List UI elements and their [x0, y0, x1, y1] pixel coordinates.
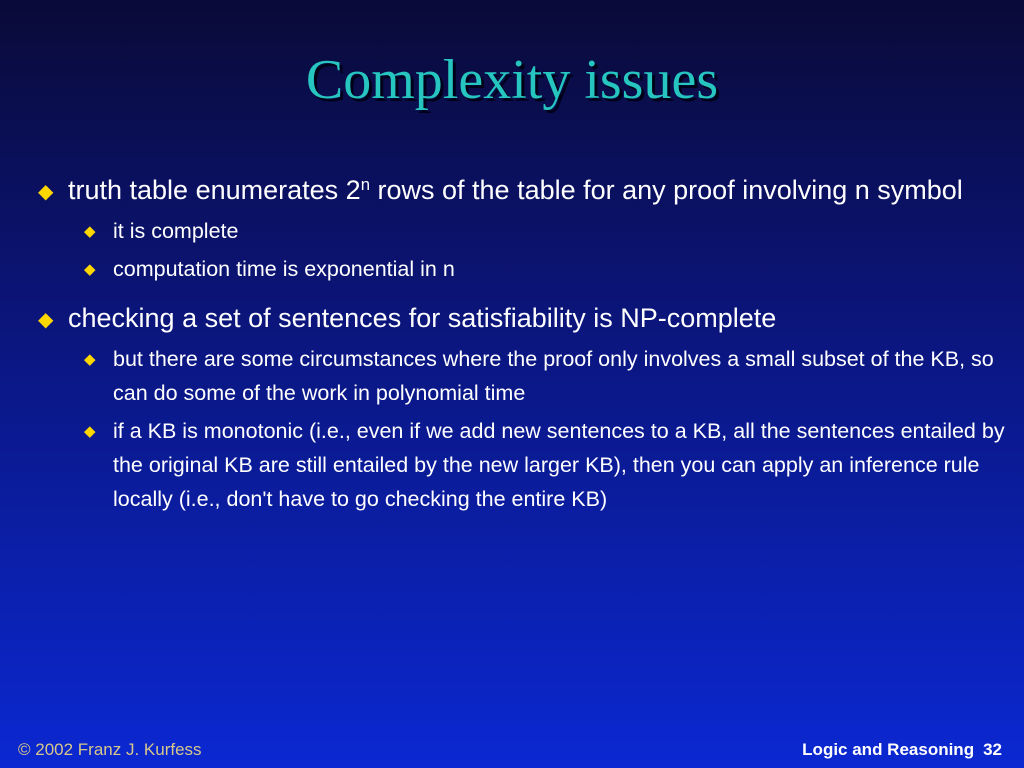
bullet-text: checking a set of sentences for satisfiability is NP-complete	[68, 303, 777, 333]
sub-bullet-text: it is complete	[113, 219, 239, 243]
sub-bullet-item	[38, 252, 1013, 286]
diamond-bullet-icon: ◆	[38, 309, 54, 331]
diamond-bullet-icon: ◆	[84, 423, 96, 440]
bullet-item	[38, 298, 1013, 338]
footer-copyright: © 2002 Franz J. Kurfess	[18, 740, 202, 759]
slide-title: Complexity issues	[305, 49, 719, 111]
superscript: n	[360, 174, 370, 194]
sub-bullet-text: computation time is exponential in n	[113, 257, 455, 281]
sub-bullet-item	[38, 342, 1013, 410]
sub-bullet-item	[38, 414, 1013, 516]
bullet-list	[38, 170, 1013, 520]
footer-course-page	[802, 740, 1002, 760]
footer-course-title: Logic and Reasoning	[802, 740, 975, 759]
bullet-text: truth table enumerates 2$^n$ rows of the table for any proof involving n symbol	[68, 174, 963, 205]
diamond-bullet-icon: ◆	[84, 351, 96, 368]
bullet-item	[38, 170, 1013, 210]
sub-bullet-text: but there are some circumstances where the proof only involves a small subset of the KB, so can do some of the work in polynomial time	[113, 347, 994, 405]
diamond-bullet-icon: ◆	[38, 181, 54, 203]
sub-bullet-item	[38, 214, 1013, 248]
page-number: 32	[983, 740, 1002, 759]
diamond-bullet-icon: ◆	[84, 223, 96, 240]
sub-bullet-text: if a KB is monotonic (i.e., even if we add new sentences to a KB, all the sentences entailed by the original KB are still entailed by the new larger KB), then you can apply an inference rule locally (i.e., don't have to go checking the entire KB)	[113, 419, 1005, 511]
diamond-bullet-icon: ◆	[84, 261, 96, 278]
